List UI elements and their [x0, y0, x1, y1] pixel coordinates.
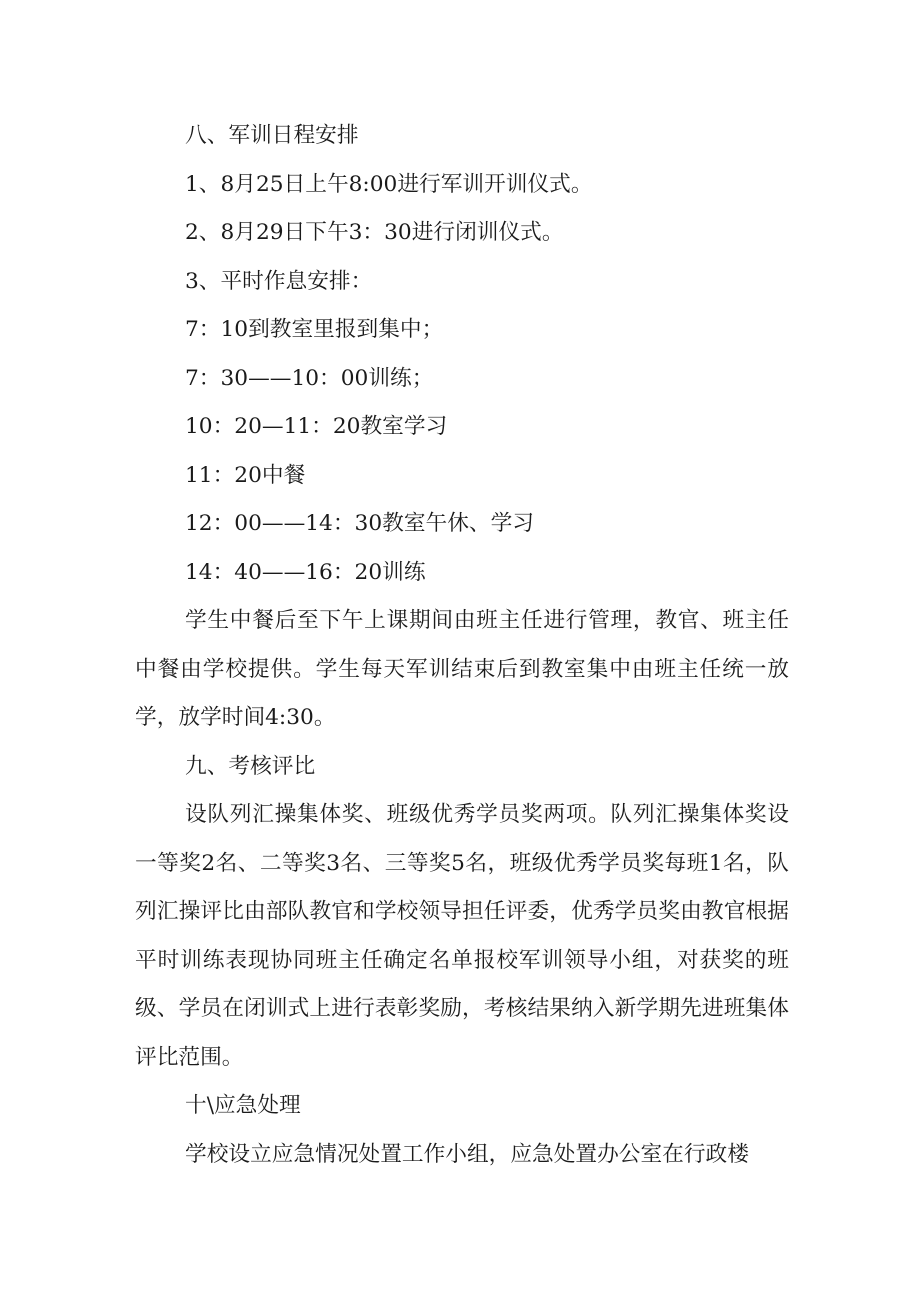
schedule-item: 10：20—11：20教室学习 [185, 414, 448, 439]
list-item: 1、8月25日上午8:00进行军训开训仪式。 [185, 171, 593, 197]
body-paragraph: 学生中餐后至下午上课期间由班主任进行管理，教官、班主任中餐由学校提供。学生每天军训结束后到教室集中由班主任统一放学，放学时间4:30。 [135, 608, 789, 730]
schedule-item: 7：30——10：00训练； [185, 365, 434, 391]
section-heading: 八、军训日程安排 [185, 123, 359, 148]
schedule-item: 7：10到教室里报到集中； [185, 317, 444, 342]
body-paragraph: 设队列汇操集体奖、班级优秀学员奖两项。队列汇操集体奖设一等奖2名、二等奖3名、三等奖5名，班级优秀学员奖每班1名，队列汇操评比由部队教官和学校领导担任评委，优秀学员奖由教官根据平时训练表现协同班主任确定名单报校军训领导小组，对获奖的班级、学员在闭训式上进行表彰奖励，考核结果纳入新学期先进班集体评比范围。 [135, 802, 789, 1070]
schedule-item: 11：20中餐 [185, 462, 306, 488]
body-paragraph: 学校设立应急情况处置工作小组，应急处置办公室在行政楼 [185, 1141, 749, 1167]
section-heading: 十\应急处理 [185, 1093, 301, 1118]
list-item: 2、8月29日下午3：30进行闭训仪式。 [185, 220, 564, 245]
list-item: 3、平时作息安排： [185, 268, 373, 294]
schedule-item: 12：00——14：30教室午休、学习 [185, 511, 534, 536]
document-page [135, 112, 789, 1179]
section-heading: 九、考核评比 [185, 753, 316, 779]
schedule-item: 14：40——16：20训练 [185, 559, 426, 585]
